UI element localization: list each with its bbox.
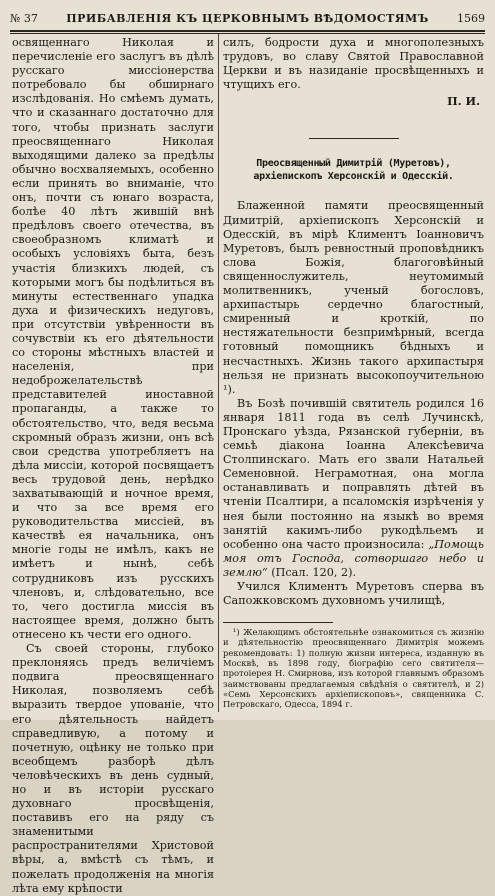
paragraph-text: Блаженной памяти преосвященный Димитрій, архіепископъ Херсонскій и Одесскій, въ мірѣ Климентъ Іоанновичъ Муретовъ, былъ ревностный проповѣдникъ слова Божія, благоговѣйный священнослужитель, неутомимый молитвенникъ, ученый богословъ, архипастырь сердечно благостный, смиренный и кроткій, по нестяжательности безпримѣрный, всегда готовный помощникъ бѣдныхъ и несчастныхъ. Жизнь такого архипастыря нельзя не признать высокопоучительною — [223, 199, 484, 382]
footnote: ¹) Желающимъ обстоятельнѣе ознакомиться съ жизнію и дѣятельностію преосвященнаго Димитрія можемъ рекомендовать: 1) полную жизни интереса, изданную въ Москвѣ, въ 1898 году, біографію сего святителя—протоіерея Н. Смирнова, изъ которой главнымъ образомъ заимствованы предлагаемыя свѣдѣнія о святителѣ, и 2) «Семь Херсонскихъ архіепископовъ», священника С. Петровскаго, Одесса, 1894 г. — [223, 627, 484, 710]
paragraph-text: (Псал. 120, 2). — [267, 565, 357, 579]
header-title: ПРИБАВЛЕНІЯ КЪ ЦЕРКОВНЫМЪ ВѢДОМОСТЯМЪ — [66, 12, 429, 25]
paragraph: силъ, бодрости духа и многополезныхъ трудовъ, во славу Святой Православной Церкви и въ назиданіе просвѣщенныхъ и чтущихъ его. — [223, 36, 484, 92]
paragraph-text: Въ Бозѣ почившій святитель родился 16 января 1811 года въ селѣ Лучинскѣ, Пронскаго уѣзда, Рязанской губерніи, въ семьѣ діакона Іоанна Алексѣевича Столпинскаго. Мать его звали Натальей Семеновной. Неграмотная, она могла останавливать и поправлять дѣтей въ чтеніи Псалтири, а псаломскія изрѣченія у нея были постоянно на языкѣ во время занятій какимъ-либо рукодѣльемъ и особенно она часто произносила: — [223, 396, 484, 551]
right-column — [223, 36, 484, 710]
header-issue-number: № 37 — [10, 12, 38, 25]
paragraph: Съ своей стороны, глубоко преклоняясь предъ величіемъ подвига преосвященнаго Николая, позволяемъ себѣ выразить твердое упованіе, что его дѣятельность найдетъ справедливую, а потому и почетную, оцѣнку не только при всеобщемъ разборѣ дѣлъ человѣческихъ въ день судный, но и въ исторіи русскаго духовнаго просвѣщенія, поставивъ его на ряду съ знаменитыми распространителями Христовой вѣры, а, вмѣстѣ съ тѣмъ, и пожелать продолженія на многія лѣта ему крѣпости — [12, 642, 214, 895]
paragraph — [223, 397, 484, 580]
section-divider — [309, 138, 399, 139]
article-title: Преосвященный Димитрій (Муретовъ), архіепископъ Херсонскій и Одесскій. — [253, 158, 454, 183]
footnote-rule — [223, 622, 333, 623]
paragraph: освященнаго Николая и перечисленіе его заслугъ въ дѣлѣ русскаго миссіонерства потребовало бы обширнаго изслѣдованія. Но смѣемъ думать, что и сказаннаго достаточно для того, чтобы признать заслуги преосвященнаго Николая выходящими далеко за предѣлы обычно восхваляемыхъ, особенно если принять во вниманіе, что онъ, почти съ юнаго возраста, болѣе 40 лѣтъ жившій внѣ предѣловъ своего отечества, въ своеобразномъ климатѣ и особыхъ условіяхъ быта, безъ участія близкихъ людей, съ которыми могъ бы подѣлиться въ минуты естественнаго упадка духа и физическихъ недуговъ, при отсутствіи увѣренности въ сочувствіи къ его дѣятельности со стороны мѣстныхъ властей и населенія, при недоброжелательствѣ представителей иноставной пропаганды, а также то обстоятельство, что, ведя весьма скромный образъ жизни, онъ всѣ свои средства употребляетъ на дѣла миссіи, которой посвящаетъ весь трудовой день, нерѣдко захватывающій и ночное время, и что за все время его руководительства миссіей, въ качествѣ ея начальника, онъ многіе годы не имѣлъ, какъ не имѣетъ и нынѣ, себѣ сотрудниковъ изъ русскихъ членовъ, и, слѣдовательно, все то, чего достигла миссія въ настоящее время, должно быть отнесено къ чести его одного. — [12, 36, 214, 641]
author-signature: П. И. — [447, 94, 480, 109]
footnote-marker: ¹). — [223, 382, 236, 396]
paragraph: Учился Климентъ Муретовъ сперва въ Сапожковскомъ духовномъ училищѣ, — [223, 580, 484, 608]
column-divider — [218, 34, 219, 712]
running-header — [10, 10, 485, 28]
paragraph — [223, 199, 484, 396]
header-rule — [10, 30, 485, 34]
psalm-quote: „Помощь моя отъ Господа, сотворшаго небо и землю“ — [223, 537, 484, 579]
header-page-number: 1569 — [457, 12, 485, 25]
left-column — [12, 36, 214, 896]
